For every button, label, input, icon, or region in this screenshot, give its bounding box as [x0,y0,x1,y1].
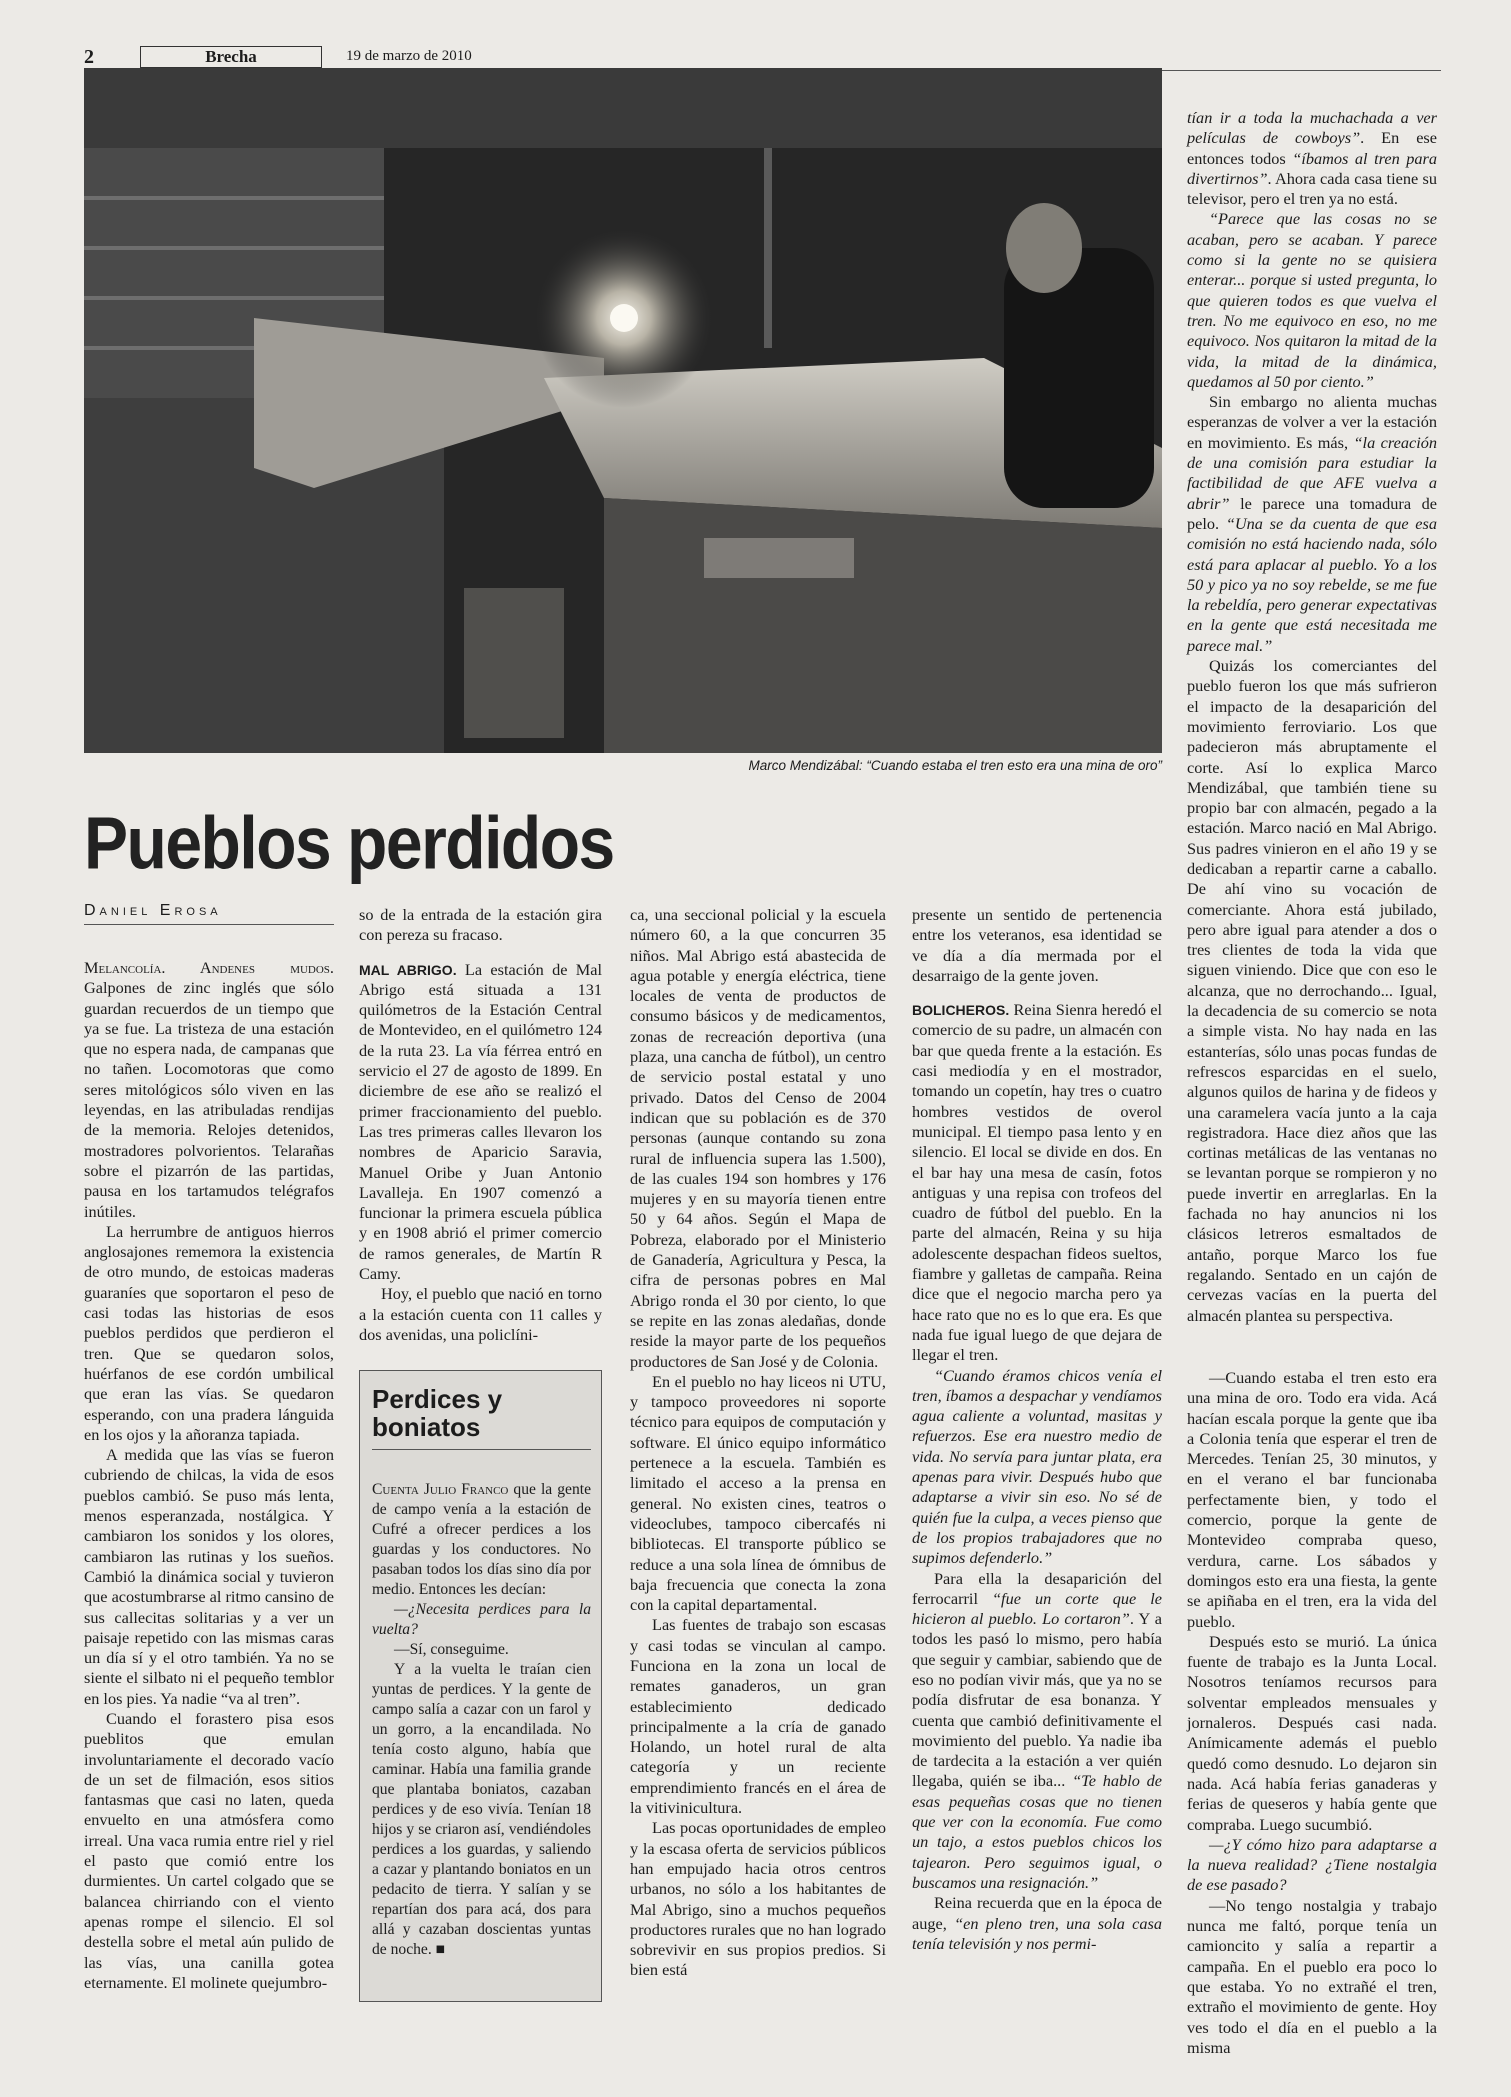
article-column-5-continued [1187,1368,1437,2058]
issue-date: 19 de marzo de 2010 [346,48,472,64]
article-column-4 [912,905,1162,1954]
article-column-5 [1187,108,1437,1326]
paragraph: En el pueblo no hay liceos ni UTU, y tampoco proveedores ni soporte técnico para equipos de computación y software. El único equipo informático pertenece a la escuela. También es limitado el acceso a la prensa en general. No existen cines, teatros o videoclubes, tampoco cibercafés ni bibliotecas. El transporte público se reduce a una sola línea de ómnibus de baja frecuencia que conecta la zona con la capital departamental. [630,1371,886,1615]
paragraph: —¿Necesita perdices para la vuelta? [372,1601,591,1638]
publication-name: Brecha [140,46,322,68]
paragraph: Reina recuerda que en la época de auge, “en pleno tren, una sola casa tenía televisión y nos permi- [912,1893,1163,1953]
sidebar-title: Perdices y boniatos [372,1385,591,1450]
paragraph: Cuando el forastero pisa esos pueblitos que emulan involuntariamente el decorado vacío de un set de filmación, esos sitios fantasmas que casi no laten, queda envuelto en una atmósfera como irreal. Una vaca rumia entre riel y riel el pasto que comió entre los durmientes. Un cartel colgado que se balancea chirriando con el viento apenas rompe el silencio. El sol destella sobre el metal aún pulido de las vías, una canilla gotea eternamente. El molinete quejumbro- [84,1708,334,1992]
article-column-3 [630,905,886,1981]
store-photo-illustration [84,68,1162,753]
headline: Pueblos perdidos [84,801,614,884]
photo-caption: Marco Mendizábal: “Cuando estaba el tren esto era una mina de oro” [748,758,1162,773]
paragraph: —No tengo nostalgia y trabajo nunca me faltó, porque tenía un camioncito y salía a repartir a campaña. En el pueblo era poco lo que estaba. Yo no extrañé el tren, extraño el movimiento de gente. Hoy ves todo el día en el pueblo a la misma [1187,1895,1437,2057]
paragraph: Sin embargo no alienta muchas esperanzas de volver a ver la estación en movimiento. Es más, “la creación de una comisión para estudiar la factibilidad de que AFE vuelva a abrir” le parece una tomadura de pelo. “Una se da cuenta de que esa comisión no está haciendo nada, sólo está para aplacar al pueblo. Yo a los 50 y pico ya no soy rebelde, se me fue la rebeldía, pero generar expectativas en la gente que está necesitada me parece mal.” [1187,392,1438,655]
paragraph: Y a la vuelta le traían cien yuntas de perdices. Y la gente de campo salía a cazar con un farol y un gorro, a la encandilada. No tenía costo alguno, había que caminar. Había una familia grande que plantaba boniatos, cazaban perdices y de eso vivía. Tenían 18 hijos y se criaron así, vendiéndoles perdices a los guardas, y saliendo a cazar y plantando boniatos en un pedacito de tierra. Y salían y se repartían dos para acá, dos para allá y cazaban doscientas yuntas de noche. ■ [372,1661,591,1958]
paragraph: Melancolía. Andenes mudos. Galpones de zinc inglés que sólo guardan recuerdos de un tiempo que ya se fue. La tristeza de una estación que no espera nada, de campanas que no tañen. Locomotoras que como seres mitológicos sólo viven en las leyendas, en las atribuladas rendijas de la memoria. Relojes detenidos, mostradores polvorientos. Telarañas sobre el pizarrón de las partidas, pausa en los tartamudos telégrafos inútiles. [84,958,334,1221]
paragraph: A medida que las vías se fueron cubriendo de chilcas, la vida de esos pueblos cambió. Se puso más lenta, menos esperanzada, nostálgica. Y cambiaron los sonidos y los olores, cambiaron las rutinas y los sueños. Cambió la dinámica social y tuvieron que acostumbrarse al ritmo cansino de sus callecitas solitarias y a ver un paisaje repetido con las mismas caras un día sí y el otro también. Ya no se siente el silbato ni el pequeño temblor en los pies. Ya nadie “va al tren”. [84,1445,335,1708]
sidebar-text [372,1480,591,1960]
paragraph: MAL ABRIGO. La estación de Mal Abrigo está situada a 131 quilómetros de la Estación Central de Montevideo, en el quilómetro 124 de la ruta 23. La vía férrea entró en servicio el 27 de agosto de 1899. En diciembre de ese año se realizó el primer fraccionamiento del pueblo. Las tres primeras calles llevaron los nombres de Aparicio Saravia, Manuel Oribe y Juan Antonio Lavalleja. En 1907 comenzó a funcionar la primera escuela pública y en 1908 abrió el primer comercio de ramos generales, de Martín R Camy. [359,959,602,1284]
paragraph: tían ir a toda la muchachada a ver películas de cowboys”. En ese entonces todos “íbamos al tren para divertirnos”. Ahora cada casa tiene su televisor, pero el tren ya no está. [1187,108,1437,209]
paragraph: Quizás los comerciantes del pueblo fueron los que más sufrieron el impacto de la desaparición del movimiento ferroviario. Los que padecieron más abruptamente el corte. Así lo explica Marco Mendizábal, que también tiene su propio bar con almacén, pegado a la estación. Marco nació en Mal Abrigo. Sus padres vinieron en el año 19 y se dedicaban a repartir carne a caballo. De ahí vino su vocación de comerciante. Ahora está jubilado, pero abre igual para atender a dos o tres clientes de toda la vida que siguen viniendo. Dice que con eso le alcanza, que no derrochando... Igual, la decadencia de su comercio se nota a simple vista. No hay nada en las estanterías, sólo unas pocas fundas de refrescos esparcidas en el suelo, algunos quilos de harina y de fideos y una caramelera vacía junto a la caja registradora. Hace diez años que las cortinas metálicas de las ventanas no se levantan porque se rompieron y no puede invertir en arreglarlas. En la fachada no hay anuncios ni los clásicos letreros esmaltados de antaño, porque Marco los fue regalando. Sentado en un cajón de cervezas vacías en la puerta del almacén plantea su perspectiva. [1187,656,1437,1325]
paragraph: so de la entrada de la estación gira con pereza su fracaso. [359,905,602,945]
paragraph: Para ella la desaparición del ferrocarril “fue un corte que le hicieron al pueblo. Lo cortaron”. Y a todos les pasó lo mismo, pero había que seguir y cambiar, sabiendo que de eso no podían vivir más, que ya no se podía disfrutar de esa bonanza. Y cuenta que cambió definitivamente el movimiento del pueblo. Ya nadie iba de tardecita a la estación a ver quién llegaba, quién se iba... “Te hablo de esas pequeñas cosas que no tienen que ver con la economía. Fue como un tajo, a estos pueblos chicos los tajearon. Pero seguimos igual, o buscamos una resignación.” [912,1568,1163,1892]
paragraph: —Sí, conseguime. [394,1641,509,1658]
paragraph: Después esto se murió. La única fuente de trabajo es la Junta Local. Nosotros teníamos recursos para solventar empleados mensuales y jornaleros. Después casi nada. Anímicamente además el pueblo quedó como desnudo. Lo dejaron sin nada. Acá había ferias ganaderas y ferias de queseros y había gente que compraba. Luego sucumbió. [1187,1631,1437,1834]
paragraph: Las fuentes de trabajo son escasas y casi todas se vinculan al campo. Funciona en la zona un local de remates ganaderos, un gran establecimiento dedicado principalmente a la cría de ganado Holando, un hotel rural de alta categoría y un reciente emprendimiento francés en el área de la vitivinicultura. [630,1615,886,1818]
paragraph: —Cuando estaba el tren esto era una mina de oro. Todo era vida. Acá hacían escala porque la gente que iba a Colonia tenía que esperar el tren de Mercedes. Tenían 25, 30 minutos, y en el verano el bar funcionaba perfectamente bien, y todo el comercio, porque la gente de Montevideo compraba queso, verdura, carne. Los sábados y domingos esto era una fiesta, la gente se apiñaba en el tren, era la vida del pueblo. [1187,1368,1437,1631]
page-number: 2 [84,46,94,68]
sidebar-box [359,1370,602,2002]
paragraph: Las pocas oportunidades de empleo y la escasa oferta de servicios públicos han empujado hacia otros centros urbanos, no sólo a los habitantes de Mal Abrigo, sino a muchos pequeños productores rurales que no han logrado sobrevivir en sus propios predios. Si bien está [630,1818,886,1980]
section-heading: BOLICHEROS. [912,1002,1010,1019]
paragraph: presente un sentido de pertenencia entre los veteranos, esa identidad se ve día a día mermada por el desarraigo de la gente joven. [912,905,1162,985]
paragraph: Hoy, el pueblo que nació en torno a la estación cuenta con 11 calles y dos avenidas, una policlíni- [359,1284,602,1344]
paragraph: —¿Y cómo hizo para adaptarse a la nueva realidad? ¿Tiene nostalgia de ese pasado? [1187,1834,1437,1895]
section-heading: MAL ABRIGO. [359,961,457,978]
paragraph: “Parece que las cosas no se acaban, pero se acaban. Y parece como si la gente no se quisiera enterar... porque si usted pregunta, lo que quieren todos es que vuelva el tren. No me equivoco en eso, no me equivoco. Nos quitaron la mitad de la vida, la mitad de la dinámica, quedamos al 50 por ciento.” [1187,209,1437,391]
article-column-1 [84,958,334,1993]
paragraph: ca, una seccional policial y la escuela número 60, a la que concurren 35 niños. Mal Abrigo está abastecida de agua potable y energía eléctrica, tiene locales de venta de productos de consumo básicos y de medicamentos, zonas de recreación deportiva (una plaza, una cancha de fútbol), un centro de servicio postal estatal y uno privado. Datos del Censo de 2004 indican que su población es de 370 personas (aunque contando su zona rural de influencia supera las 1.500), de las cuales 194 son hombres y 176 mujeres y en su mayoría tienen entre 50 y 64 años. Según el Mapa de Pobreza, elaborado por el Ministerio de Ganadería, Agricultura y Pesca, la cifra de personas pobres en Mal Abrigo ronda el 30 por ciento, lo que se repite en las zonas aledañas, donde reside la mayor parte de los pequeños productores de San José y de Colonia. [630,905,886,1371]
byline: Daniel Erosa [84,902,334,925]
store-photo [84,68,1162,753]
article-column-2 [359,905,602,1345]
paragraph: BOLICHEROS. Reina Sienra heredó el comercio de su padre, un almacén con bar que queda frente a la estación. Es casi mediodía y en el mostrador, tomando un copetín, hay tres o cuatro hombres vestidos de overol municipal. El tiempo pasa lento y en silencio. El local se divide en dos. En el bar hay una mesa de casín, fotos antiguas y una repisa con trofeos del cuadro de fútbol del pueblo. En la parte del almacén, Reina y su hija adolescente despachan fideos sueltos, fiambre y galletas de campaña. Reina dice que el negocio marcha pero ya hace rato que no es lo que era. Es que nada fue igual luego de que dejara de llegar el tren. [912,1000,1162,1365]
paragraph: “Cuando éramos chicos venía el tren, íbamos a despachar y vendíamos agua caliente a voluntad, masitas y refuerzos. Ese era nuestro medio de vida. No servía para juntar plata, era apenas para vivir. Después hubo que adaptarse a vivir sin eso. No sé de quién fue la culpa, a veces pienso que de los propios trabajadores que no supimos defenderlo.” [912,1365,1162,1568]
paragraph: Cuenta Julio Franco que la gente de campo venía a la estación de Cufré a ofrecer perdices a los guardas y los conductores. No pasaban todos los días sino día por medio. Entonces les decían: [372,1481,592,1598]
paragraph: La herrumbre de antiguos hierros anglosajones rememora la existencia de otro mundo, de estoicas maderas guaraníes que soportaron el peso de casi todas las historias de esos pueblos perdidos que perdieron el tren. Que se quedaron solos, huérfanos de ese cordón umbilical que eran las vías. Se quedaron esperando, con una pradera lánguida en los ojos y la añoranza tapiada. [84,1221,334,1444]
